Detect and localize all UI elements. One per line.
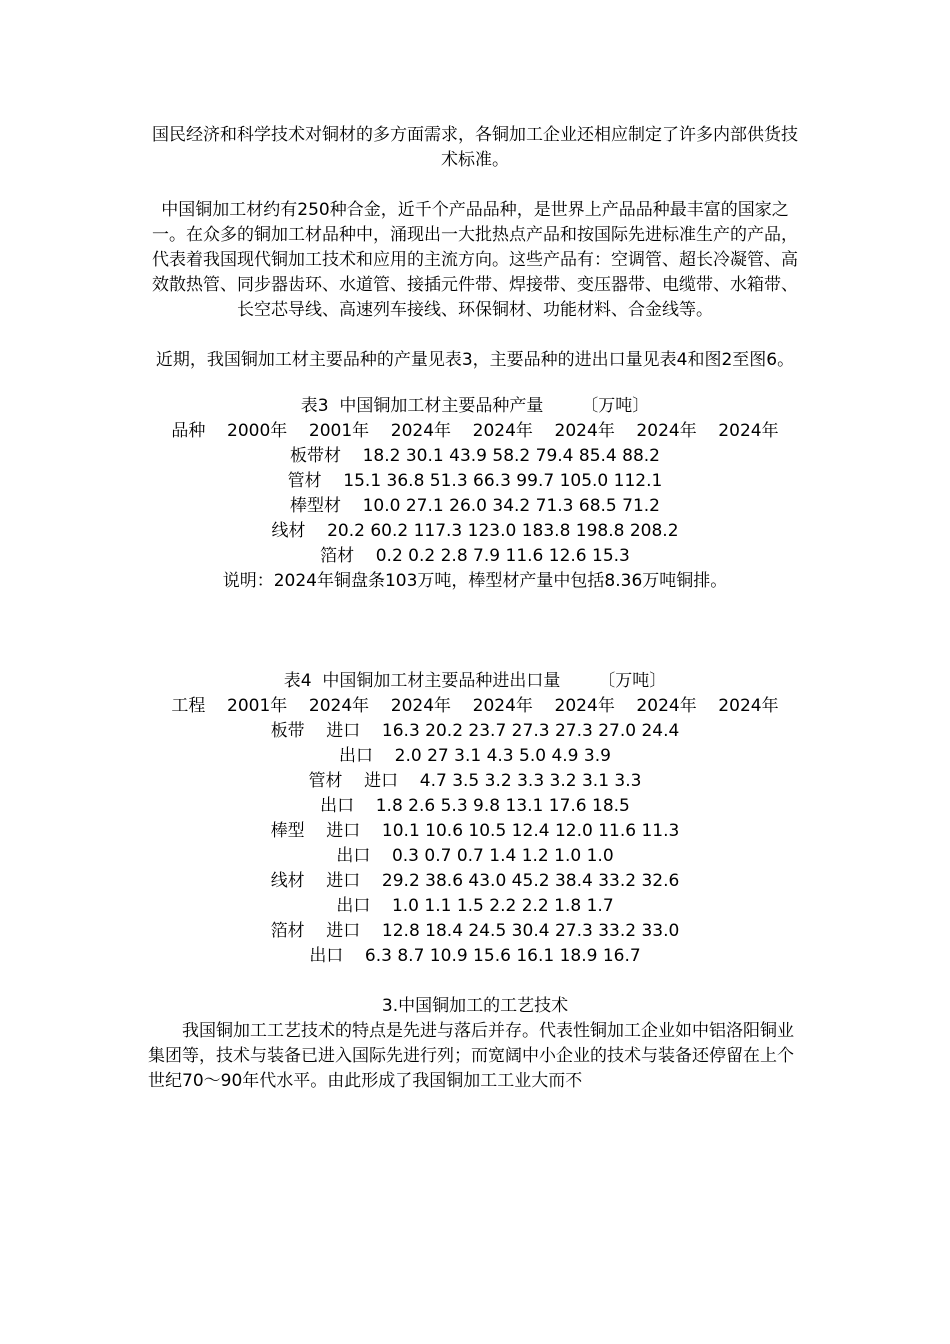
table3-row: 箔材 0.2 0.2 2.8 7.9 11.6 12.6 15.3 [320,546,630,566]
table4-row: 出口 0.3 0.7 0.7 1.4 1.2 1.0 1.0 [336,846,614,866]
table4-row: 出口 6.3 8.7 10.9 15.6 16.1 18.9 16.7 [309,946,641,966]
table4-row: 棒型 进口 10.1 10.6 10.5 12.4 12.0 11.6 11.3 [270,821,680,841]
table4-row: 管材 进口 4.7 3.5 3.2 3.3 3.2 3.1 3.3 [308,771,642,791]
document-body [148,123,802,1094]
section-body: 我国铜加工工艺技术的特点是先进与落后并存。代表性铜加工企业如中铝洛阳铜业集团等，技术与装备已进入国际先进行列；而宽阔中小企业的技术与装备还停留在上个世纪70～90年代水平。由此形成了我国铜加工工业大而不 [148,1021,794,1091]
table4-title: 表4 中国铜加工材主要品种进出口量 〔万吨〕 [283,671,667,691]
table3-row: 板带材 18.2 30.1 43.9 58.2 79.4 85.4 88.2 [290,446,660,466]
paragraph-tables-reference: 近期，我国铜加工材主要品种的产量见表3，主要品种的进出口量见表4和图2至图6。 [155,350,795,370]
table4-row: 出口 1.8 2.6 5.3 9.8 13.1 17.6 18.5 [320,796,630,816]
table4-row: 出口 2.0 27 3.1 4.3 5.0 4.9 3.9 [339,746,611,766]
paragraph-products: 中国铜加工材约有250种合金，近千个产品品种，是世界上产品品种最丰富的国家之一。在众多的铜加工材品种中，涌现出一大批热点产品和按国际先进标准生产的产品，代表着我国现代铜加工技术和应用的主流方向。这些产品有：空调管、超长冷凝管、高效散热管、同步器齿环、水道管、接插元件带、焊接带、变压器带、电缆带、水箱带、长空芯导线、高速列车接线、环保铜材、功能材料、合金线等。 [152,200,798,320]
table4-header: 工程 2001年 2024年 2024年 2024年 2024年 2024年 2024年 [171,696,779,716]
table4-row: 出口 1.0 1.1 1.5 2.2 2.2 1.8 1.7 [336,896,614,916]
paragraph-intro: 国民经济和科学技术对铜材的多方面需求，各铜加工企业还相应制定了许多内部供货技术标准。 [152,125,798,170]
table4-row: 线材 进口 29.2 38.6 43.0 45.2 38.4 33.2 32.6 [270,871,680,891]
table3-row: 棒型材 10.0 27.1 26.0 34.2 71.3 68.5 71.2 [290,496,660,516]
table3-row: 线材 20.2 60.2 117.3 123.0 183.8 198.8 208.2 [271,521,679,541]
table4-row: 板带 进口 16.3 20.2 23.7 27.3 27.3 27.0 24.4 [270,721,680,741]
table3-title: 表3 中国铜加工材主要品种产量 〔万吨〕 [300,396,650,416]
table3-row: 管材 15.1 36.8 51.3 66.3 99.7 105.0 112.1 [287,471,663,491]
table4-row: 箔材 进口 12.8 18.4 24.5 30.4 27.3 33.2 33.0 [270,921,680,941]
table3-note: 说明：2024年铜盘条103万吨，棒型材产量中包括8.36万吨铜排。 [222,571,728,591]
section-heading: 3.中国铜加工的工艺技术 [381,996,569,1016]
table3-header: 品种 2000年 2001年 2024年 2024年 2024年 2024年 2024年 [171,421,779,441]
